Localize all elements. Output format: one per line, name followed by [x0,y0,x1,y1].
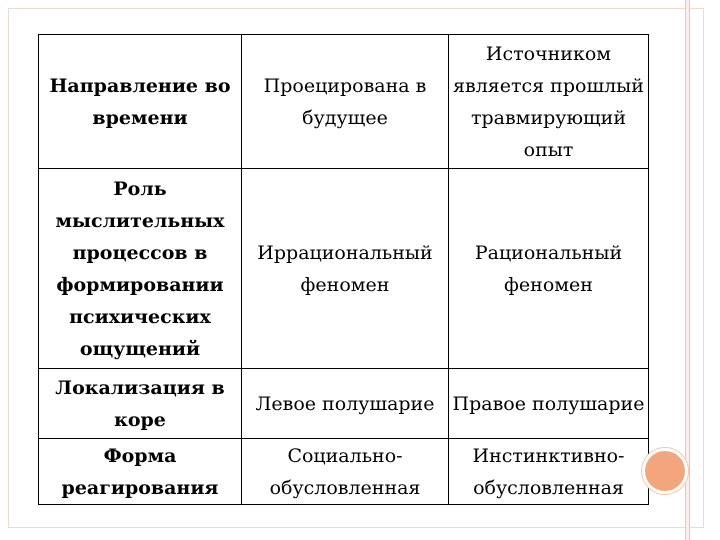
table-cell: Правое полушарие [449,369,649,439]
row-header-cell: Роль мыслительных процессов в формировании психических ощущений [39,169,242,369]
table-row [39,369,649,439]
table-cell: Иррациональный феномен [242,169,449,369]
table-row [39,35,649,169]
table-cell: Источником является прошлый травмирующий опыт [449,35,649,169]
table-row [39,439,649,505]
table-cell: Социально-обусловленная [242,439,449,505]
accent-circle [642,448,688,494]
table-cell: Рациональный феномен [449,169,649,369]
decorative-ribbon [685,0,690,540]
table-cell: Инстинктивно-обусловленная [449,439,649,505]
table-row [39,169,649,369]
row-header-cell: Форма реагирования [39,439,242,505]
comparison-table [38,34,649,505]
row-header-cell: Локализация в коре [39,369,242,439]
table-cell: Левое полушарие [242,369,449,439]
table-cell: Проецирована в будущее [242,35,449,169]
row-header-cell: Направление во времени [39,35,242,169]
